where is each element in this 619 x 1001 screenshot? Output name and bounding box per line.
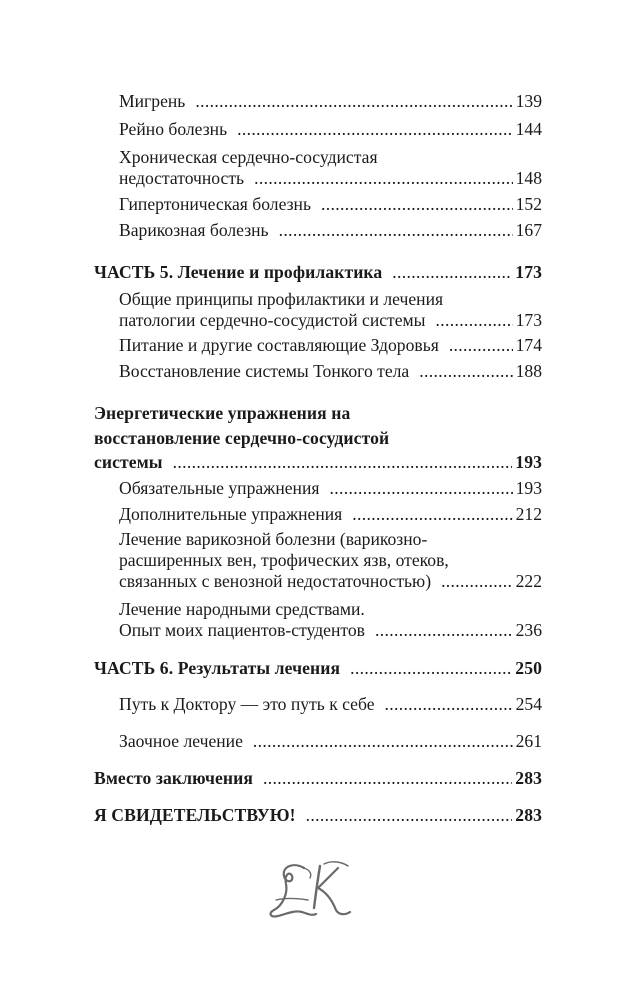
toc-entry-raynaud [119,121,542,139]
toc-entry-page: 261 [515,731,542,751]
toc-entry-page: 174 [515,335,542,355]
toc-entry-title: Восстановление системы Тонкого тела [119,361,410,381]
toc-entry-migraine [119,93,542,111]
toc-part-6 [94,660,542,678]
toc-entry-title: ЧАСТЬ 5. Лечение и профилактика [94,262,383,282]
toc-entry-page: 222 [515,571,542,591]
toc-entry-title: Путь к Доктору — это путь к себе [119,694,375,714]
toc-entry-folk-remedies-line1: Лечение народными средствами. [119,599,365,619]
toc-entry-page: 152 [515,194,542,214]
toc-section-energy-line2: восстановление сердечно-сосудистой [94,428,390,448]
toc-entry-title: связанных с венозной недостаточностью) [119,571,432,591]
toc-entry-title: Я СВИДЕТЕЛЬСТВУЮ! [94,805,296,825]
toc-entry-title: Питание и другие составляющие Здоровья [119,335,439,355]
toc-entry-page: 148 [515,168,542,188]
toc-entry-page: 283 [515,805,542,825]
dot-leader [306,807,513,825]
toc-section-energy-line1: Энергетические упражнения на [94,403,351,423]
dot-leader [237,121,513,139]
toc-entry-title: Обязательные упражнения [119,478,320,498]
toc-entry-varicose-treatment-line1: Лечение варикозной болезни (варикозно- [119,529,428,549]
dot-leader [329,480,512,498]
toc-entry-page: 173 [515,310,542,330]
toc-part-5 [94,264,542,282]
toc-entry-remote-treatment [119,733,542,751]
dot-leader [375,622,513,640]
toc-entry-nutrition [119,337,542,355]
toc-entry-hypertension [119,196,542,214]
toc-entry-page: 236 [515,620,542,640]
dot-leader [321,196,513,214]
dot-leader [263,770,512,788]
toc-entry-title: Вместо заключения [94,768,254,788]
toc-entry-page: 254 [515,694,542,714]
dot-leader [254,170,513,188]
toc-entry-title: Дополнительные упражнения [119,504,343,524]
toc-entry-title: Гипертоническая болезнь [119,194,311,214]
toc-entry-chronic [119,170,542,188]
toc-entry-page: 188 [515,361,542,381]
dot-leader [385,696,513,714]
toc-testimony [94,807,542,825]
dot-leader [449,337,513,355]
dot-leader [419,363,512,381]
toc-entry-additional-exercises [119,506,542,524]
publisher-monogram-icon [264,858,360,922]
toc-entry-page: 193 [515,452,542,472]
toc-afterword [94,770,542,788]
toc-entry-page: 144 [515,119,542,139]
dot-leader [436,312,513,330]
toc-entry-path-to-doctor [119,696,542,714]
toc-entry-varicose [119,222,542,240]
toc-entry-title: Опыт моих пациентов-студентов [119,620,365,640]
toc-entry-title: Заочное лечение [119,731,243,751]
toc-entry-title: Варикозная болезнь [119,220,269,240]
toc-entry-page: 167 [515,220,542,240]
dot-leader [173,454,513,472]
toc-entry-page: 193 [515,478,542,498]
toc-entry-title: патологии сердечно-сосудистой системы [119,310,426,330]
toc-entry-principles-line1: Общие принципы профилактики и лечения [119,289,444,309]
toc-entry-page: 173 [515,262,542,282]
dot-leader [350,660,512,678]
toc-entry-page: 212 [515,504,542,524]
toc-entry-title: Рейно болезнь [119,119,228,139]
toc-entry-varicose-treatment [119,573,542,591]
dot-leader [253,733,513,751]
toc-entry-title: ЧАСТЬ 6. Результаты лечения [94,658,341,678]
toc-entry-page: 283 [515,768,542,788]
toc-entry-mandatory-exercises [119,480,542,498]
toc-entry-chronic-line1: Хроническая сердечно-сосудистая [119,147,378,167]
toc-entry-varicose-treatment-line2: расширенных вен, трофических язв, отеков, [119,550,449,570]
dot-leader [279,222,513,240]
toc-entry-title: недостаточность [119,168,245,188]
dot-leader [195,93,512,111]
toc-entry-page: 139 [515,91,542,111]
toc-entry-subtle-body [119,363,542,381]
toc-entry-folk-remedies [119,622,542,640]
dot-leader [352,506,512,524]
toc-entry-page: 250 [515,658,542,678]
dot-leader [392,264,512,282]
dot-leader [441,573,513,591]
toc-entry-title: системы [94,452,163,472]
toc-entry-principles [119,312,542,330]
toc-entry-title: Мигрень [119,91,186,111]
toc-section-energy [94,454,542,472]
